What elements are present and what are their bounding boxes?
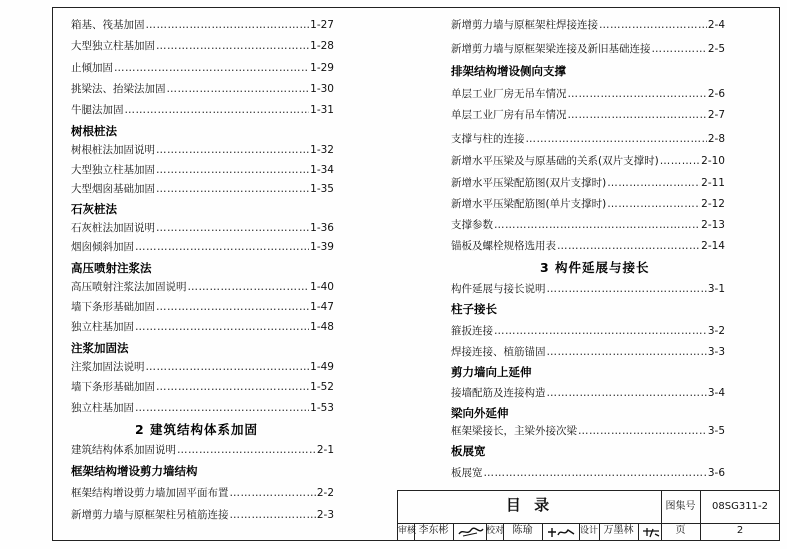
reviewer-name: 李东彬: [418, 525, 449, 536]
toc-entry-title: 高压喷射注浆法加固说明: [71, 281, 187, 293]
toc-entry-title: 烟囱倾斜加固: [71, 241, 134, 253]
section-heading: 树根桩法: [71, 124, 117, 138]
designer-signature: [641, 526, 661, 538]
toc-entry-page: 3-5: [707, 425, 725, 437]
toc-entry-page: 1-52: [310, 381, 334, 393]
toc-entry-title: 大型独立柱基加固: [71, 164, 155, 176]
toc-entry-page: 2-6: [707, 88, 725, 100]
toc-entry-page: 1-35: [310, 183, 334, 195]
toc-entry: [71, 61, 334, 75]
toc-entry-title: 支撑与柱的连接: [451, 133, 525, 145]
toc-entry-page: 1-49: [310, 361, 334, 373]
toc-entry-page: 1-40: [310, 281, 334, 293]
toc-entry-page: 1-30: [310, 83, 334, 95]
toc-entry: [71, 280, 334, 294]
toc-entry-title: 箍扳连接: [451, 325, 493, 337]
toc-entry-title: 大型独立柱基加固: [71, 40, 155, 52]
toc-entry-title: 单层工业厂房有吊车情况: [451, 109, 567, 121]
chapter-heading: 3 构件延展与接长: [540, 260, 650, 275]
toc-entry-title: 石灰桩法加固说明: [71, 222, 155, 234]
toc-entry: [71, 143, 334, 157]
toc-entry: [451, 424, 725, 438]
toc-entry: [451, 345, 725, 359]
toc-entry-title: 新增剪力墙与原框架柱焊接连接: [451, 19, 598, 31]
toc-entry-page: 2-11: [701, 177, 725, 189]
toc-entry: [71, 163, 334, 177]
toc-entry-title: 单层工业厂房无吊车情况: [451, 88, 567, 100]
toc-entry-title: 挑梁法、抬梁法加固: [71, 83, 166, 95]
toc-entry-title: 注浆加固法说明: [71, 361, 145, 373]
checker-signature: [546, 526, 576, 538]
toc-entry-page: 1-39: [310, 241, 334, 253]
toc-entry-page: 1-48: [310, 321, 334, 333]
toc-entry-title: 新增剪力墙与原框架梁连接及新旧基础连接: [451, 43, 651, 55]
toc-entry-page: 2-1: [316, 444, 334, 456]
toc-entry: [451, 132, 725, 146]
toc-entry: [71, 508, 334, 522]
toc-entry: [451, 282, 725, 296]
section-heading: 高压喷射注浆法: [71, 261, 152, 275]
toc-entry-page: 2-3: [316, 509, 334, 521]
toc-entry-title: 牛腿法加固: [71, 104, 124, 116]
toc-entry-page: 2-13: [701, 219, 725, 231]
toc-entry: [451, 108, 725, 122]
toc-entry-title: 建筑结构体系加固说明: [71, 444, 176, 456]
toc-entry-page: 1-27: [310, 19, 334, 31]
toc-entry-title: 框架结构增设剪力墙加固平面布置: [71, 487, 229, 499]
atlas-no: 08SG311-2: [712, 501, 768, 512]
toc-entry: [451, 197, 725, 211]
toc-entry-page: 2-7: [707, 109, 725, 121]
toc-entry-page: 1-29: [310, 62, 334, 74]
toc-entry: [451, 218, 725, 232]
toc-entry: [451, 176, 725, 190]
toc-entry-page: 3-3: [707, 346, 725, 358]
toc-entry: [71, 18, 334, 32]
toc-entry: [71, 82, 334, 96]
toc-entry-title: 焊接连接、植筋锚固: [451, 346, 546, 358]
toc-entry-page: 3-6: [707, 467, 725, 479]
toc-entry-page: 2-4: [707, 19, 725, 31]
toc-entry: [71, 486, 334, 500]
toc-entry-page: 3-1: [707, 283, 725, 295]
section-heading: 梁向外延伸: [451, 406, 509, 420]
toc-entry-title: 锚板及螺栓规格选用表: [451, 240, 556, 252]
toc-entry: [71, 443, 334, 457]
toc-entry: [71, 380, 334, 394]
toc-entry-page: 2-8: [707, 133, 725, 145]
toc-entry-page: 2-12: [701, 198, 725, 210]
toc-entry-page: 1-34: [310, 164, 334, 176]
toc-entry: [451, 154, 725, 168]
toc-entry: [451, 18, 725, 32]
toc-entry-page: 2-2: [316, 487, 334, 499]
toc-entry-title: 树根桩法加固说明: [71, 144, 155, 156]
section-heading: 框架结构增设剪力墙结构: [71, 464, 198, 478]
toc-entry-title: 大型烟囱基础加固: [71, 183, 155, 195]
designer-name: 万墨林: [603, 525, 634, 536]
page-number: 2: [736, 525, 744, 536]
toc-entry-page: 2-14: [701, 240, 725, 252]
chapter-heading: 2 建筑结构体系加固: [135, 422, 259, 437]
section-heading: 板展宽: [451, 444, 486, 458]
toc-entry-title: 独立柱基加固: [71, 402, 134, 414]
toc-entry-page: 1-53: [310, 402, 334, 414]
check-label: 校对: [486, 526, 505, 536]
toc-entry: [451, 324, 725, 338]
toc-entry: [451, 239, 725, 253]
toc-entry-page: 3-2: [707, 325, 725, 337]
toc-entry-title: 新增水平压梁配筋图(双片支撑时): [451, 177, 607, 189]
toc-entry-title: 新增水平压梁及与原基础的关系(双片支撑时): [451, 155, 659, 167]
toc-entry: [71, 39, 334, 53]
toc-entry-title: 独立柱基加固: [71, 321, 134, 333]
toc-entry: [451, 87, 725, 101]
toc-entry: [71, 320, 334, 334]
toc-entry-page: 1-36: [310, 222, 334, 234]
toc-entry: [71, 182, 334, 196]
toc-entry: [71, 401, 334, 415]
checker-name: 陈瑜: [512, 525, 533, 536]
toc-entry-title: 接墙配筋及连接构造: [451, 387, 546, 399]
title-block-title: 目 录: [505, 496, 554, 514]
toc-entry: [71, 103, 334, 117]
section-heading: 排架结构增设侧向支撑: [451, 64, 566, 78]
toc-entry-page: 1-28: [310, 40, 334, 52]
toc-entry-page: 1-47: [310, 301, 334, 313]
toc-entry: [451, 42, 725, 56]
toc-entry-title: 止倾加固: [71, 62, 113, 74]
section-heading: 石灰桩法: [71, 202, 117, 216]
review-label: 审核: [398, 526, 417, 536]
toc-entry-title: 框架梁接长，主梁外接次梁: [451, 425, 577, 437]
toc-entry-page: 3-4: [707, 387, 725, 399]
design-label: 设计: [579, 526, 598, 536]
toc-entry-title: 新增剪力墙与原框架柱另植筋连接: [71, 509, 229, 521]
toc-entry-title: 墙下条形基础加固: [71, 301, 155, 313]
toc-entry: [71, 221, 334, 235]
title-block: [397, 490, 780, 541]
toc-entry-title: 支撑参数: [451, 219, 493, 231]
atlas-no-label: 图集号: [665, 501, 696, 512]
toc-entry-page: 2-10: [701, 155, 725, 167]
toc-entry-title: 板展宽: [451, 467, 483, 479]
section-heading: 柱子接长: [451, 302, 497, 316]
toc-entry: [451, 386, 725, 400]
section-heading: 注浆加固法: [71, 341, 129, 355]
reviewer-signature: [457, 526, 485, 538]
toc-entry: [451, 466, 725, 480]
toc-entry-title: 箱基、筏基加固: [71, 19, 145, 31]
toc-entry: [71, 360, 334, 374]
toc-entry-page: 2-5: [707, 43, 725, 55]
toc-entry-page: 1-32: [310, 144, 334, 156]
section-heading: 剪力墙向上延伸: [451, 365, 532, 379]
toc-entry-page: 1-31: [310, 104, 334, 116]
toc-entry: [71, 240, 334, 254]
toc-entry: [71, 300, 334, 314]
toc-entry-title: 新增水平压梁配筋图(单片支撑时): [451, 198, 607, 210]
toc-entry-title: 墙下条形基础加固: [71, 381, 155, 393]
page-label: 页: [675, 525, 686, 536]
toc-entry-title: 构件延展与接长说明: [451, 283, 546, 295]
